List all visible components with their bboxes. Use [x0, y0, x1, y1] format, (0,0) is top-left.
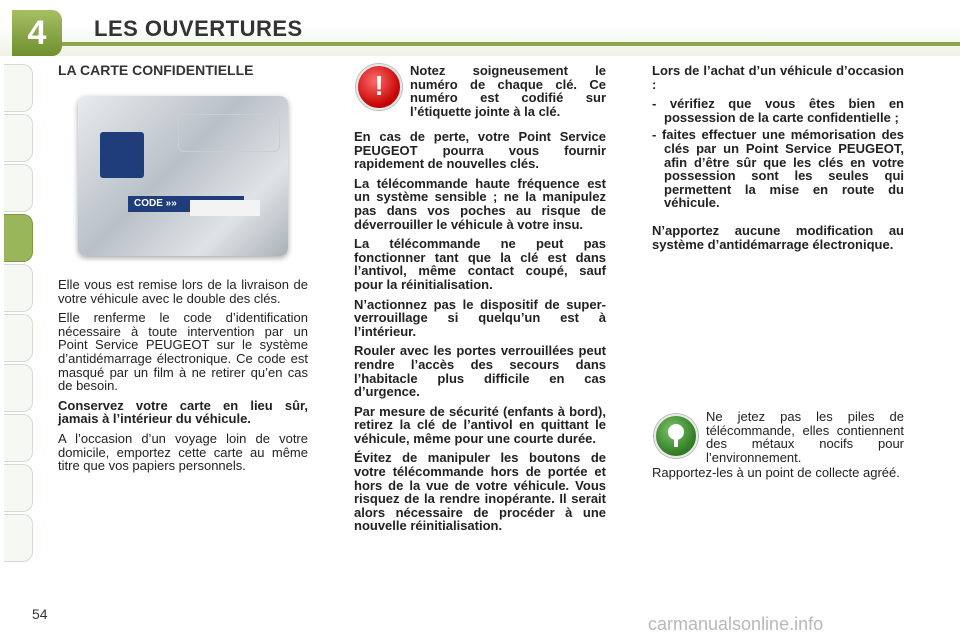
- right-column: [652, 64, 904, 257]
- paragraph: Elle renferme le code d’identification nécessaire à toute intervention par un Point Service PEUGEOT sur le système d’antidémarrage électronique. Ce code est masqué par un film à ne retirer qu’en cas de besoin.: [58, 310, 308, 394]
- chapter-tab-5[interactable]: [4, 264, 33, 312]
- warning-note-text: Notez soigneusement le numéro de chaque clé. Ce numéro est codifié sur l’étiquette jointe à la clé.: [410, 63, 606, 119]
- chapter-title: LES OUVERTURES: [94, 16, 303, 41]
- environment-tree-icon: [654, 414, 698, 458]
- chapter-tab-2[interactable]: [4, 114, 33, 162]
- list-item: - vérifiez que vous êtes bien en possession de la carte confidentielle ;: [652, 96, 904, 125]
- paragraph: Rouler avec les portes verrouillées peut rendre l’accès des secours dans l’habitacle plus difficile en cas d’urgence.: [354, 343, 606, 400]
- chapter-tab-6[interactable]: [4, 314, 33, 362]
- paragraph-emphasis: Conservez votre carte en lieu sûr, jamais à l’intérieur du véhicule.: [58, 397, 308, 427]
- paragraph: En cas de perte, votre Point Service PEUGEOT pourra vous fournir rapidement de nouvelles clés.: [354, 129, 606, 172]
- paragraph: La télécommande ne peut pas fonctionner tant que la clé est dans l’antivol, même contact coupé, sauf pour la réinitialisation.: [354, 236, 606, 292]
- bullet-list: [652, 97, 904, 210]
- paragraph: A l’occasion d’un voyage loin de votre domicile, emportez cette carte au même titre que vos papiers personnels.: [58, 430, 308, 474]
- chapter-tab-8[interactable]: [4, 414, 33, 462]
- paragraph: Elle vous est remise lors de la livraison de votre véhicule avec le double des clés.: [58, 277, 308, 306]
- header-rule: [60, 42, 960, 46]
- chapter-tab-1[interactable]: [4, 64, 33, 112]
- page-number: 54: [32, 606, 48, 622]
- paragraph: Évitez de manipuler les boutons de votre télécommande hors de portée et hors de la vue de votre véhicule. Vous risquez de la rendre inopérante. Il serait alors nécessaire de procéder à une nouvelle réinitialisation.: [354, 450, 606, 534]
- chapter-tab-7[interactable]: [4, 364, 33, 412]
- chapter-tab-9[interactable]: [4, 464, 33, 512]
- chapter-tab-4-active[interactable]: [4, 214, 33, 262]
- paragraph: Par mesure de sécurité (enfants à bord), retirez la clé de l’antivol en quittant le véhicule, même pour une courte durée.: [354, 403, 606, 446]
- paragraph: Lors de l’achat d’un véhicule d’occasion :: [652, 63, 904, 92]
- card-code-label: CODE »»: [128, 196, 244, 212]
- card-code-field: [190, 200, 260, 216]
- warning-exclamation-icon: !: [356, 64, 402, 110]
- paragraph: La télécommande haute fréquence est un système sensible ; ne la manipulez pas dans vos poches au risque de déverrouiller le véhicule à votre insu.: [354, 175, 606, 232]
- section-title: LA CARTE CONFIDENTIELLE: [58, 62, 254, 78]
- middle-column: [354, 130, 606, 539]
- left-column: [58, 278, 308, 479]
- watermark: carmanualsonline.info: [648, 614, 824, 634]
- confidential-card-image: [78, 96, 288, 256]
- list-item: - faites effectuer une mémorisation des clés par un Point Service PEUGEOT, afin d’être sûr que les clés en votre possession sont les seules qui permettent la mise en route du véhicule.: [652, 127, 904, 211]
- peugeot-lion-logo: [100, 132, 144, 178]
- chapter-tab-3[interactable]: [4, 164, 33, 212]
- chapter-number-badge: 4: [12, 10, 62, 56]
- chapter-tab-10[interactable]: [4, 514, 33, 562]
- paragraph: N’actionnez pas le dispositif de super-verrouillage si quelqu’un est à l’intérieur.: [354, 296, 606, 339]
- eco-followup: [652, 466, 904, 486]
- eco-note: [706, 410, 904, 470]
- eco-followup-text: Rapportez-les à un point de collecte agréé.: [652, 465, 900, 480]
- warning-note: [410, 64, 606, 124]
- paragraph: N’apportez aucune modification au système d’antidémarrage électronique.: [652, 222, 904, 252]
- card-stripe: [178, 114, 280, 152]
- eco-note-text: Ne jetez pas les piles de télécommande, elles contiennent des métaux nocifs pour l’environnement.: [706, 409, 904, 465]
